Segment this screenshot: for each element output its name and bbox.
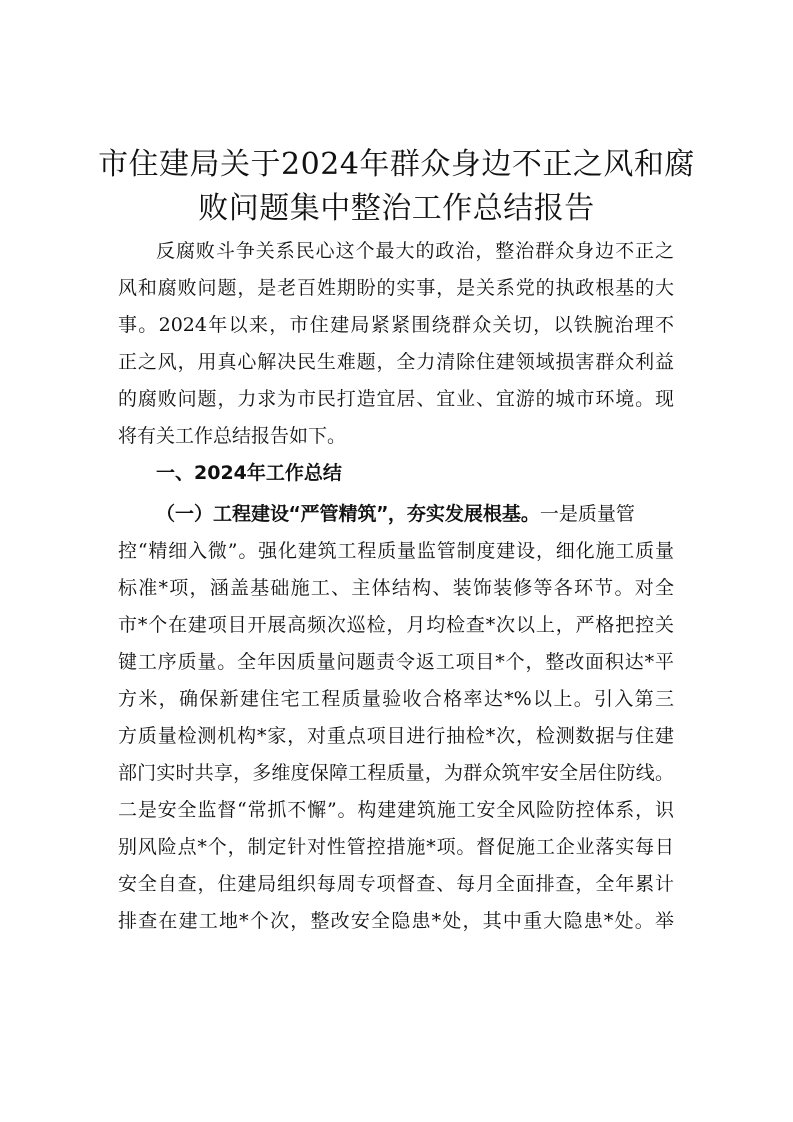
subsection-heading: （一）工程建设“严管精筑”，夯实发展根基。 [156, 503, 540, 525]
subsection-first-line [156, 496, 674, 533]
body-line-5: 方米，确保新建住宅工程质量验收合格率达*%以上。引入第三 [118, 688, 674, 710]
document-title-line-1 [80, 143, 713, 187]
intro-line-3: 事。2024年以来，市住建局紧紧围绕群众关切，以铁腕治理不 [118, 314, 674, 336]
intro-line-6: 将有关工作总结报告如下。 [118, 425, 347, 447]
intro-line-2: 风和腐败问题，是老百姓期盼的实事，是关系党的执政根基的大 [118, 277, 674, 299]
body-line-2: 标准*项，涵盖基础施工、主体结构、装饰装修等各环节。对全 [118, 577, 674, 599]
body-line-3: 市*个在建项目开展高频次巡检，月均检查*次以上，严格把控关 [118, 614, 674, 636]
body-line-4: 键工序质量。全年因质量问题责令返工项目*个，整改面积达*平 [118, 651, 674, 673]
intro-line-5: 的腐败问题，力求为市民打造宜居、宜业、宜游的城市环境。现 [118, 388, 674, 410]
body-line-6: 方质量检测机构*家，对重点项目进行抽检*次，检测数据与住建 [118, 725, 674, 747]
body-line-11: 排查在建工地*个次，整改安全隐患*处，其中重大隐患*处。举 [118, 910, 674, 932]
subsection-first-text: 一是质量管 [539, 503, 635, 525]
body-line-8: 二是安全监督“常抓不懈”。构建建筑施工安全风险防控体系，识 [118, 799, 674, 821]
document-title-line-2 [80, 187, 713, 231]
body-line-10: 安全自查，住建局组织每周专项督查、每月全面排查，全年累计 [118, 873, 674, 895]
title-text-2: 败问题集中整治工作总结报告 [198, 191, 595, 226]
body-line-9: 别风险点*个，制定针对性管控措施*项。督促施工企业落实每日 [118, 836, 674, 858]
section-heading: 一、2024年工作总结 [156, 462, 342, 484]
intro-line-4: 正之风，用真心解决民生难题，全力清除住建领域损害群众利益 [118, 351, 674, 373]
body-line-1: 控“精细入微”。强化建筑工程质量监管制度建设，细化施工质量 [118, 540, 674, 562]
body-line-7: 部门实时共享，多维度保障工程质量，为群众筑牢安全居住防线。 [118, 762, 674, 784]
title-text-1: 市住建局关于2024年群众身边不正之风和腐 [98, 147, 695, 182]
intro-line-1: 反腐败斗争关系民心这个最大的政治，整治群众身边不正之 [156, 240, 674, 262]
